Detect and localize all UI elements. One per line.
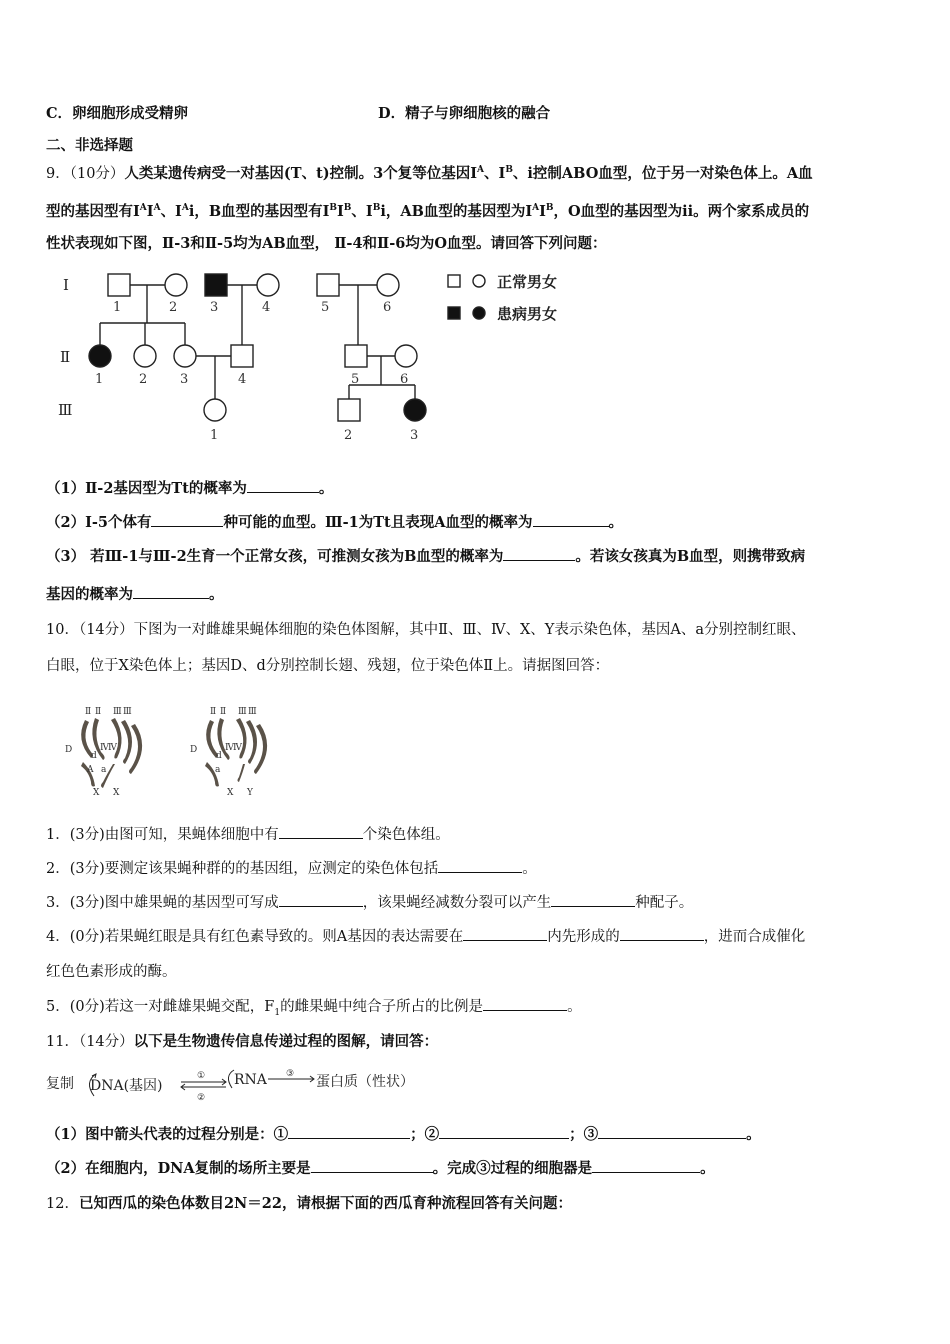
q10-sub3-text-c: 种配子。: [635, 895, 694, 911]
q12-number: 12．: [46, 1196, 79, 1212]
num-I-5: 5: [321, 300, 330, 315]
answer-blank[interactable]: [533, 512, 609, 527]
q9-line3: 性状表现如下图，Ⅱ-3和Ⅱ-5均为AB血型， Ⅱ-4和Ⅱ-6均为O血型。请回答下列问题：: [46, 235, 607, 252]
legend-affected-label: 患病男女: [497, 305, 558, 323]
q9-sub3-text-c: 基因的概率为: [46, 586, 133, 603]
q10-sub5-text-a: 5．(0分)若这一对雌雄果蝇交配，F: [46, 999, 275, 1015]
fig-gene-a: a: [101, 765, 107, 775]
fig-male-Y: Y: [247, 788, 253, 798]
sup-a: A: [139, 203, 147, 213]
q11-sub2-text-b: 。完成③过程的细胞器是: [432, 1160, 593, 1177]
chromosome-figure: [55, 700, 315, 800]
flow-protein-label: 蛋白质（性状）: [316, 1074, 414, 1090]
sup-b: B: [372, 203, 381, 213]
q10-sub1-text-b: 个染色体组。: [362, 827, 450, 843]
q10-sub5: [46, 996, 582, 1023]
q9-line1: [46, 160, 813, 184]
fig-roman-II: Ⅱ: [210, 707, 217, 717]
answer-blank[interactable]: [592, 1158, 700, 1173]
pedigree-figure: [55, 265, 615, 450]
q9-l2-d: i，B血型的基因型有I: [188, 202, 330, 220]
q12-line1: [46, 1194, 572, 1214]
pedigree-I-3: [205, 274, 227, 296]
q9-l2-e: I: [337, 202, 344, 220]
q10-sub2: [46, 858, 537, 879]
answer-blank[interactable]: [279, 824, 363, 839]
q11-line1: [46, 1032, 438, 1052]
q9-text-1: 人类某遗传病受一对基因(T、t)控制。3个复等位基因I: [124, 164, 478, 182]
answer-blank[interactable]: [133, 584, 209, 599]
sup-b: B: [343, 203, 352, 213]
central-dogma-diagram: [46, 1064, 446, 1104]
fig-roman-II: Ⅱ: [85, 707, 92, 717]
q9-sub3-text-a: （3） 若Ⅲ-1与Ⅲ-2生育一个正常女孩，可推测女孩为B血型的概率为: [46, 548, 504, 565]
fig-gene-A: A: [87, 765, 94, 775]
pedigree-I-6: [377, 274, 399, 296]
pedigree-III-1: [204, 399, 226, 421]
q12-text: 已知西瓜的染色体数目2N＝22，请根据下面的西瓜育种流程回答有关问题：: [78, 1195, 572, 1212]
num-II-5: 5: [351, 372, 360, 387]
q10-sub2-text-a: 2．(3分)要测定该果蝇种群的的基因组，应测定的染色体包括: [46, 861, 439, 877]
q9-text-2: 、I: [484, 164, 506, 182]
q9-line2: [46, 198, 809, 222]
q10-sub5-text-b: 的雌果蝇中纯合子所占的比例是: [280, 999, 484, 1015]
q9-sub2-text-a: （2）Ⅰ-5个体有: [46, 514, 152, 531]
fig-gene-a: a: [215, 765, 221, 775]
fig-gene-D: D: [190, 745, 198, 755]
num-III-2: 2: [344, 428, 353, 443]
q9-sub1-end: 。: [318, 480, 334, 497]
q10-line1: [46, 620, 806, 640]
answer-blank[interactable]: [483, 996, 567, 1011]
q10-sub4-text-b: 内先形成的: [547, 929, 620, 945]
legend-normal-female: [473, 275, 485, 287]
fig-gene-d: d: [91, 751, 97, 761]
q11-sub2: [46, 1158, 715, 1179]
q9-l2-a: 型的基因型有I: [46, 202, 140, 220]
q11-number: 11．（14分）: [46, 1034, 134, 1050]
legend-normal-label: 正常男女: [497, 273, 558, 291]
pedigree-II-6: [395, 345, 417, 367]
fig-female-X2: X: [113, 788, 120, 798]
option-c: C．卵细胞形成受精卵: [46, 105, 189, 122]
q11-sub1-text-d: 。: [746, 1126, 761, 1143]
q9-sub2-end: 。: [608, 514, 623, 531]
pedigree-I-1: [108, 274, 130, 296]
q11-sub2-text-a: （2）在细胞内，DNA复制的场所主要是: [46, 1160, 311, 1177]
pedigree-I-4: [257, 274, 279, 296]
q9-l2-g: i，AB血型的基因型为I: [380, 202, 533, 220]
q10-sub4-cont: 红色色素形成的酶。: [46, 964, 177, 980]
sup-b: B: [329, 203, 337, 213]
q10-sub3: [46, 892, 693, 913]
q11-sub1-text-c: ；③: [569, 1126, 599, 1143]
num-I-2: 2: [169, 300, 178, 315]
num-II-2: 2: [139, 372, 148, 387]
fig-gene-D: D: [65, 745, 73, 755]
pedigree-II-3: [174, 345, 196, 367]
sup-b: B: [505, 165, 513, 175]
q10-sub1: [46, 824, 450, 845]
sup-b: B: [545, 203, 554, 213]
q9-l2-i: ，O血型的基因型为ii。两个家系成员的: [553, 202, 810, 220]
pedigree-I-2: [165, 274, 187, 296]
sup-a: A: [181, 203, 189, 213]
answer-blank[interactable]: [503, 546, 575, 561]
q9-l2-c: 、I: [160, 202, 182, 220]
answer-blank[interactable]: [279, 892, 363, 907]
fig-roman-III: Ⅲ: [123, 707, 132, 717]
pedigree-III-2: [338, 399, 360, 421]
q10-sub3-text-a: 3．(3分)图中雄果蝇的基因型可写成: [46, 895, 279, 911]
q10-sub2-text-b: 。: [522, 861, 537, 877]
answer-blank[interactable]: [247, 478, 319, 493]
num-II-3: 3: [180, 372, 189, 387]
fig-roman-IV: Ⅳ: [233, 743, 242, 753]
q10-sub1-text-a: 1．(3分)由图可知，果蝇体细胞中有: [46, 827, 279, 843]
num-II-4: 4: [238, 372, 247, 387]
answer-blank[interactable]: [311, 1158, 433, 1173]
q10-sub4: [46, 926, 805, 947]
num-I-3: 3: [210, 300, 219, 315]
answer-blank[interactable]: [598, 1124, 746, 1139]
q9-sub1-text: （1）Ⅱ-2基因型为Tt的概率为: [46, 480, 247, 497]
answer-blank[interactable]: [439, 1124, 569, 1139]
q11-title: 以下是生物遗传信息传递过程的图解，请回答：: [133, 1033, 439, 1050]
num-II-1: 1: [95, 372, 104, 387]
q9-sub3-text-b: 。若该女孩真为B血型，则携带致病: [575, 548, 806, 565]
flow-step-1: ①: [197, 1071, 206, 1081]
num-I-1: 1: [113, 300, 122, 315]
fig-female-X1: X: [93, 788, 100, 798]
q9-sub2-text-b: 种可能的血型。Ⅲ-1为Tt且表现A血型的概率为: [223, 514, 533, 531]
q9-sub3: [46, 546, 805, 567]
q9-l2-f: 、I: [351, 202, 373, 220]
subscript-1: 1: [274, 1007, 281, 1018]
q9-l2-b: I: [146, 202, 154, 220]
q9-text-3: 、i控制ABO血型，位于另一对染色体上。A血: [512, 164, 813, 182]
q10-sub5-text-c: 。: [567, 999, 582, 1015]
q11-sub2-text-c: 。: [700, 1160, 715, 1177]
num-II-6: 6: [400, 372, 409, 387]
q10-sub4-text-c: ，进而合成催化: [703, 929, 806, 945]
pedigree-II-5: [345, 345, 367, 367]
gen-label-I: Ⅰ: [63, 276, 69, 294]
section-heading: 二、非选择题: [46, 137, 133, 154]
fig-gene-d: d: [216, 751, 222, 761]
legend-affected-male: [448, 307, 460, 319]
fig-roman-III: Ⅲ: [238, 707, 247, 717]
fig-roman-IV: Ⅳ: [108, 743, 117, 753]
q9-sub2: [46, 512, 623, 533]
option-d: D．精子与卵细胞核的融合: [378, 105, 551, 122]
answer-blank[interactable]: [438, 858, 522, 873]
fig-roman-III: Ⅲ: [248, 707, 257, 717]
flow-dna-label: DNA(基因): [90, 1078, 163, 1094]
answer-blank[interactable]: [551, 892, 635, 907]
fig-roman-II: Ⅱ: [95, 707, 102, 717]
pedigree-II-2: [134, 345, 156, 367]
answer-blank[interactable]: [463, 926, 547, 941]
flow-replicate-label: 复制: [46, 1076, 74, 1092]
num-I-4: 4: [262, 300, 271, 315]
fig-roman-III: Ⅲ: [113, 707, 122, 717]
legend-affected-female: [473, 307, 485, 319]
q11-sub1-text-a: （1）图中箭头代表的过程分别是：①: [46, 1126, 289, 1143]
sup-a: A: [153, 203, 161, 213]
gen-label-III: Ⅲ: [58, 401, 73, 419]
fig-roman-II: Ⅱ: [220, 707, 227, 717]
pedigree-II-1: [89, 345, 111, 367]
pedigree-III-3: [404, 399, 426, 421]
flow-step-3: ③: [286, 1069, 295, 1079]
q9-l2-h: I: [539, 202, 546, 220]
answer-blank[interactable]: [620, 926, 704, 941]
num-III-1: 1: [210, 428, 219, 443]
q11-sub1: [46, 1124, 761, 1145]
num-III-3: 3: [410, 428, 419, 443]
gen-label-II: Ⅱ: [60, 348, 71, 366]
q10-number: 10．（14分）: [46, 622, 134, 638]
legend-normal-male: [448, 275, 460, 287]
flow-step-2: ②: [197, 1093, 206, 1103]
q10-text-1: 下图为一对雌雄果蝇体细胞的染色体图解，其中Ⅱ、Ⅲ、Ⅳ、X、Y表示染色体，基因A、a分别控制红眼、: [133, 622, 806, 638]
answer-blank[interactable]: [288, 1124, 410, 1139]
pedigree-II-4: [231, 345, 253, 367]
q9-number: 9．（10分）: [46, 165, 125, 182]
answer-blank[interactable]: [151, 512, 223, 527]
q10-line2: 白眼，位于X染色体上；基因D、d分别控制长翅、残翅，位于染色体Ⅱ上。请据图回答：: [46, 658, 610, 674]
q11-sub1-text-b: ；②: [410, 1126, 440, 1143]
sup-a: A: [532, 203, 540, 213]
q9-sub3-cont: [46, 584, 224, 605]
fig-male-X: X: [227, 788, 234, 798]
num-I-6: 6: [383, 300, 392, 315]
q9-sub3-end: 。: [209, 586, 224, 603]
q10-sub3-text-b: ，该果蝇经减数分裂可以产生: [362, 895, 552, 911]
flow-rna-label: RNA: [234, 1072, 267, 1088]
sup-a: A: [477, 165, 485, 175]
fig-roman-IV: Ⅳ: [100, 743, 109, 753]
q10-sub4-text-a: 4．(0分)若果蝇红眼是具有红色素导致的。则A基因的表达需要在: [46, 929, 464, 945]
fig-roman-IV: Ⅳ: [225, 743, 234, 753]
q9-sub1: [46, 478, 333, 499]
pedigree-I-5: [317, 274, 339, 296]
